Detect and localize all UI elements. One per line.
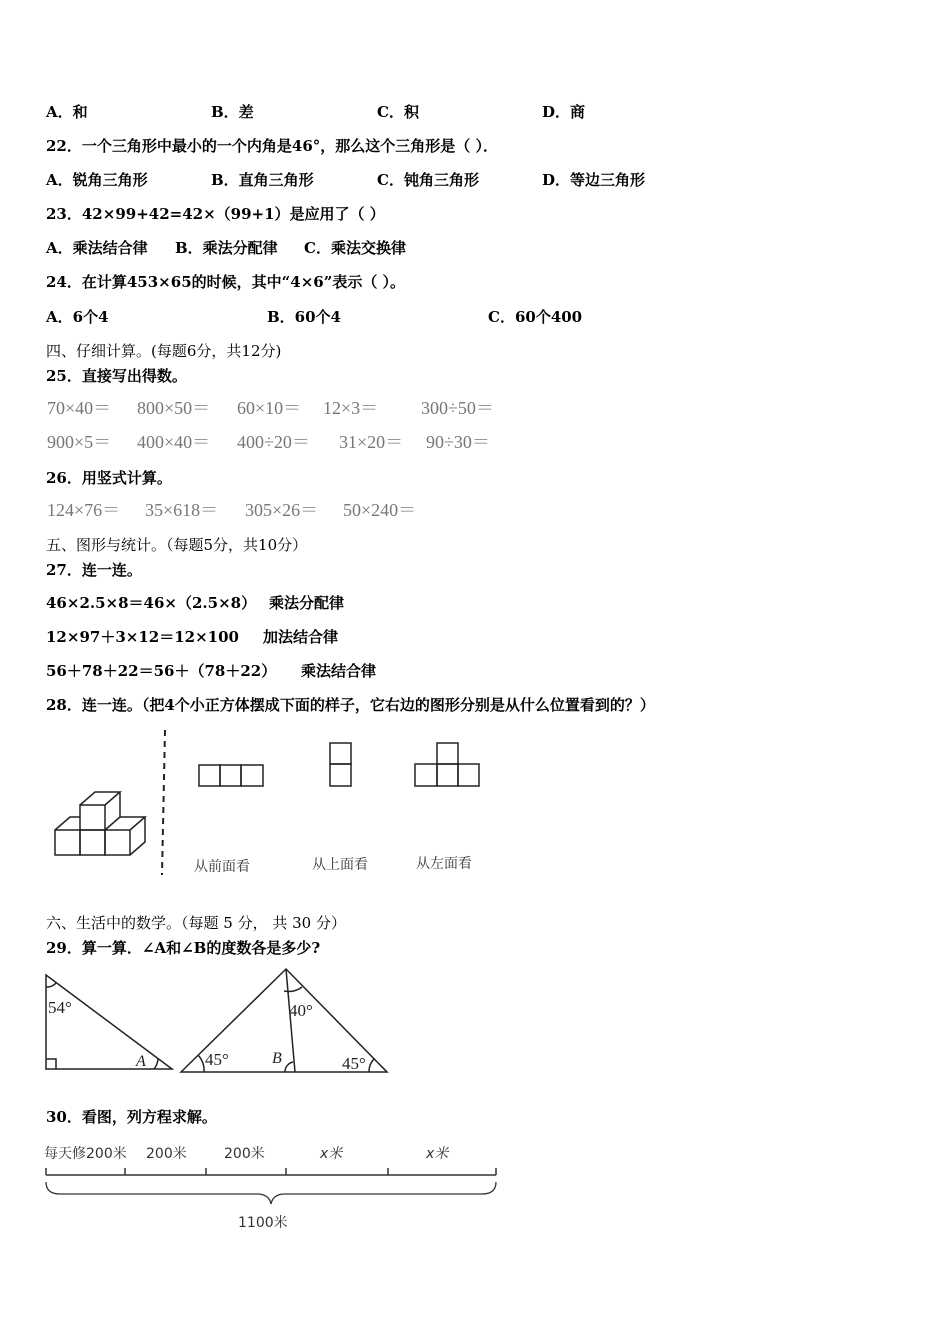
- q29-stem: 29．算一算．∠A和∠B的度数各是多少?: [46, 939, 321, 957]
- q21-option-c: C．积: [377, 103, 419, 121]
- q25-item: 800×50＝: [137, 398, 211, 418]
- q21-option-b: B．差: [211, 103, 254, 121]
- q22-option-b: B．直角三角形: [211, 171, 314, 189]
- q25-item: 400×40＝: [137, 432, 211, 452]
- top-view-shape: [330, 743, 351, 786]
- segment-label-4: x米: [320, 1146, 343, 1162]
- q23-stem: 23．42×99+42=42×（99+1）是应用了（ ）: [46, 205, 385, 223]
- q24-option-a: A．6个4: [46, 308, 109, 326]
- q29-triangles: [40, 965, 400, 1080]
- angle-40-label: 40°: [289, 1001, 313, 1020]
- q26-item: 124×76＝: [47, 500, 121, 520]
- q23-option-c: C．乘法交换律: [304, 239, 406, 257]
- q27-right-2: 加法结合律: [263, 628, 339, 646]
- q25-item: 70×40＝: [47, 398, 112, 418]
- q28-cube-figure: [40, 725, 510, 885]
- angle-54-label: 54°: [48, 998, 72, 1017]
- divider-line: [162, 730, 165, 875]
- front-view-shape: [199, 765, 263, 786]
- cube-stack-drawing: [55, 792, 145, 855]
- q23-option-a: A．乘法结合律: [46, 239, 148, 257]
- angle-45-left-label: 45°: [205, 1050, 229, 1069]
- caption-front: 从前面看: [194, 859, 250, 875]
- angle-b-label: B: [272, 1050, 282, 1067]
- q30-line-diagram: [40, 1140, 510, 1240]
- segment-line: [46, 1168, 496, 1175]
- q26-item: 35×618＝: [145, 500, 219, 520]
- q30-stem: 30．看图，列方程求解。: [46, 1108, 217, 1126]
- q27-left-2: 12×97＋3×12＝12×100: [46, 628, 239, 646]
- segment-label-5: x米: [426, 1146, 449, 1162]
- q27-left-1: 46×2.5×8＝46×（2.5×8）: [46, 594, 257, 612]
- q24-stem: 24．在计算453×65的时候，其中“4×6”表示（ ）。: [46, 273, 406, 291]
- segment-label-1: 每天修200米: [44, 1146, 127, 1162]
- total-brace: [46, 1182, 496, 1204]
- q24-option-b: B．60个4: [267, 308, 341, 326]
- q25-item: 90÷30＝: [426, 432, 490, 452]
- q25-stem: 25．直接写出得数。: [46, 367, 187, 385]
- caption-left: 从左面看: [416, 856, 472, 872]
- q25-item: 400÷20＝: [237, 432, 310, 452]
- q27-left-3: 56＋78＋22＝56＋（78＋22）: [46, 662, 277, 680]
- q27-right-1: 乘法分配律: [269, 594, 345, 612]
- q27-stem: 27．连一连。: [46, 561, 142, 579]
- q22-option-c: C．钝角三角形: [377, 171, 479, 189]
- q25-item: 12×3＝: [323, 398, 379, 418]
- q21-option-a: A．和: [46, 103, 88, 121]
- section5-title: 五、图形与统计。（每题5分，共10分）: [46, 536, 308, 554]
- q24-option-c: C．60个400: [488, 308, 583, 326]
- q28-stem: 28．连一连。（把4个小正方体摆成下面的样子，它右边的图形分别是从什么位置看到的？）: [46, 696, 655, 714]
- q25-item: 300÷50＝: [421, 398, 494, 418]
- q23-option-b: B．乘法分配律: [175, 239, 278, 257]
- angle-a-label: A: [136, 1053, 146, 1070]
- q26-item: 305×26＝: [245, 500, 319, 520]
- q22-option-d: D．等边三角形: [542, 171, 646, 189]
- section6-title: 六、生活中的数学。（每题 5 分， 共 30 分）: [46, 914, 346, 932]
- q25-item: 900×5＝: [47, 432, 112, 452]
- right-triangle: [46, 975, 172, 1069]
- q26-item: 50×240＝: [343, 500, 417, 520]
- q26-stem: 26．用竖式计算。: [46, 469, 172, 487]
- total-label: 1100米: [238, 1215, 288, 1231]
- section4-title: 四、仔细计算。(每题6分，共12分): [46, 342, 282, 360]
- caption-top: 从上面看: [312, 857, 368, 873]
- left-view-shape: [415, 743, 479, 786]
- segment-label-2: 200米: [146, 1146, 187, 1162]
- q25-item: 60×10＝: [237, 398, 302, 418]
- q21-option-d: D．商: [542, 103, 586, 121]
- q22-stem: 22．一个三角形中最小的一个内角是46°，那么这个三角形是（ ）．: [46, 137, 498, 155]
- segment-label-3: 200米: [224, 1146, 265, 1162]
- angle-45-right-label: 45°: [342, 1054, 366, 1073]
- q22-option-a: A．锐角三角形: [46, 171, 148, 189]
- q25-item: 31×20＝: [339, 432, 404, 452]
- q27-right-3: 乘法结合律: [301, 662, 377, 680]
